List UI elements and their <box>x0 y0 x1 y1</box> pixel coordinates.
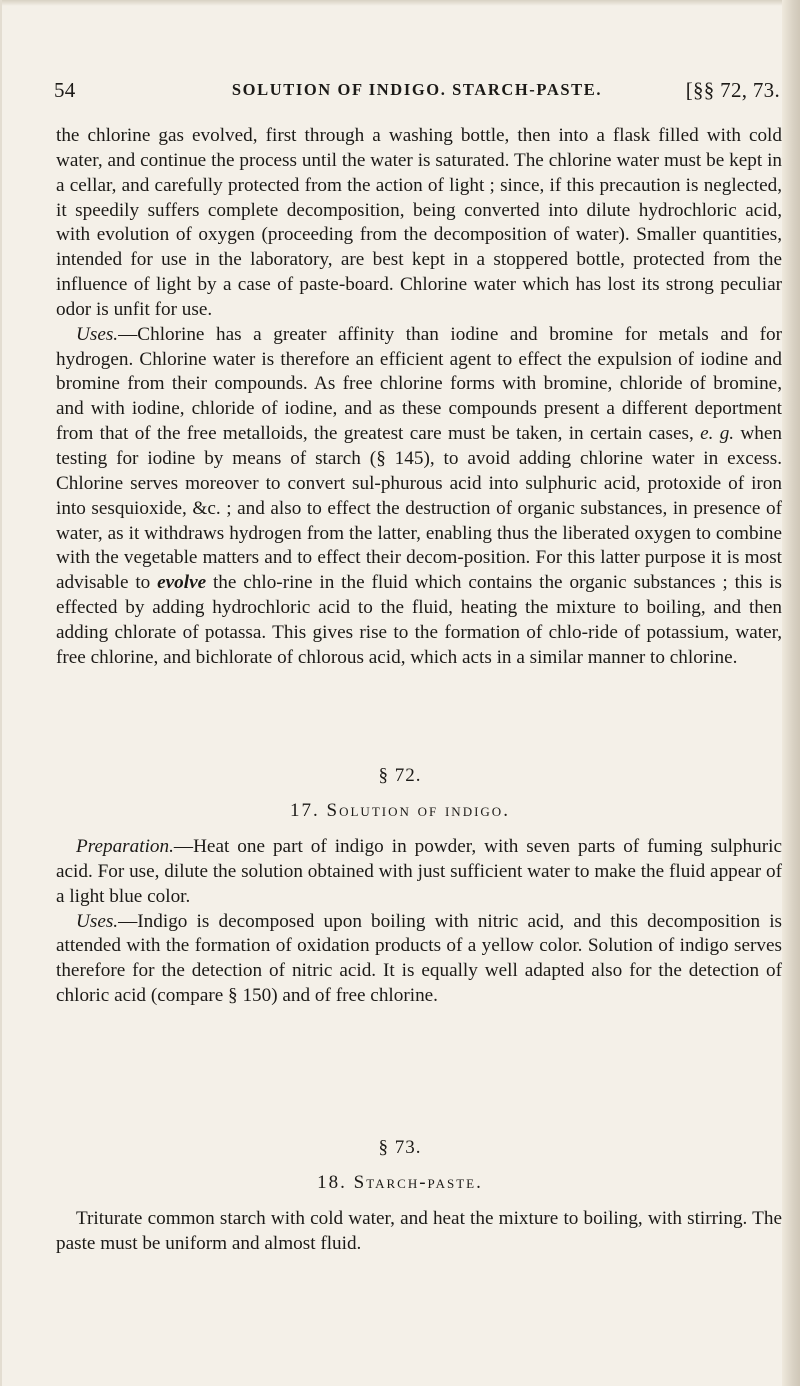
paragraph-text: the chlorine gas evolved, first through a washing bottle, then into a flask filled with cold water, and continue the process until the water is saturated. The chlorine water must be kept in a cellar, and carefully protected from the action of light ; since, if this precaution is neglected, it speedily suffers complete decomposition, being converted into dilute hydrochloric acid, with evolution of oxygen (proceeding from the decomposition of water). Smaller quantities, intended for use in the laboratory, are best kept in a stoppered bottle, protected from the influence of light by a case of paste-board. Chlorine water which has lost its strong peculiar odor is unfit for use. <box>56 125 782 320</box>
paragraph-text: Triturate common starch with cold water, and heat the mixture to boiling, with stirring. The paste must be uniform and almost fluid. <box>56 1208 782 1254</box>
heading-text: Solution of indigo. <box>326 800 510 821</box>
chlorine-water-text <box>56 124 782 671</box>
uses-label: Uses. <box>76 323 119 345</box>
paragraph-uses-indigo <box>56 910 782 1009</box>
running-title: SOLUTION OF INDIGO. STARCH-PASTE. <box>231 80 603 99</box>
paragraph-starch <box>56 1207 782 1257</box>
starch-text <box>56 1207 782 1257</box>
section-heading-starch <box>0 1172 800 1194</box>
preparation-label: Preparation. <box>76 836 174 857</box>
uses-label: Uses. <box>76 910 119 932</box>
heading-number: 17. <box>290 800 320 821</box>
eg-abbrev: e. g. <box>700 423 735 445</box>
indigo-text <box>56 835 782 1009</box>
paragraph-text: —Indigo is decomposed upon boiling with nitric acid, and this decomposition is attended with the formation of oxidation products of a yellow color. Solution of indigo serves therefore for the detection of nitric acid. It is equally well adapted also for the detection of chloric acid (compare § 150) and of free chlorine. <box>56 910 782 1007</box>
paragraph-text: —Chlorine has a greater affinity than iodine and bromine for metals and for hydrogen. Chlorine water is therefore an efficient agent to effect the expulsion of iodine and bromine from their compounds. As free chlorine forms with bromine, chloride of bromine, and with iodine, chloride of iodine, and as these compounds present a different deportment from that of the free metalloids, the greatest care must be taken, in certain cases, <box>56 323 782 445</box>
section-number-72: § 72. <box>378 765 422 786</box>
paragraph-text: the chlo-rine in the fluid which contains the organic substances ; this is effected by adding hydrochloric acid to the fluid, heating the mixture to boiling, and then adding chlorate of potassa. This gives rise to the formation of chlo-ride of potassium, water, free chlorine, and bichlorate of chlorous acid, which acts in a similar manner to chlorine. <box>56 572 782 668</box>
paragraph <box>56 124 782 323</box>
evolve-emphasis: evolve <box>157 572 207 594</box>
paragraph-text: —Heat one part of indigo in powder, with seven parts of fuming sulphuric acid. For use, dilute the solution obtained with just sufficient water to make the fluid appear of a light blue color. <box>56 836 782 907</box>
running-header <box>54 78 780 112</box>
section-number-73: § 73. <box>378 1137 422 1158</box>
heading-text: Starch-paste. <box>353 1172 483 1193</box>
page-number: 54 <box>54 78 76 102</box>
paragraph-text: when testing for iodine by means of starch (§ 145), to avoid adding chlorine water in excess. Chlorine serves moreover to convert sul-phurous acid into sulphuric acid, protoxide of iron into sesquioxide, &c. ; and also to effect the destruction of organic substances, in presence of water, as it withdraws hydrogen from the latter, enabling thus the liberated oxygen to combine with the vegetable matters and to effect their decom-position. For this latter purpose it is most advisable to <box>56 423 782 594</box>
section-range: [§§ 72, 73. <box>685 78 780 102</box>
paragraph-preparation <box>56 835 782 910</box>
page-top-shadow <box>0 0 800 6</box>
heading-number: 18. <box>317 1172 347 1193</box>
section-heading-indigo <box>0 800 800 822</box>
paragraph-uses-chlorine <box>56 323 782 671</box>
